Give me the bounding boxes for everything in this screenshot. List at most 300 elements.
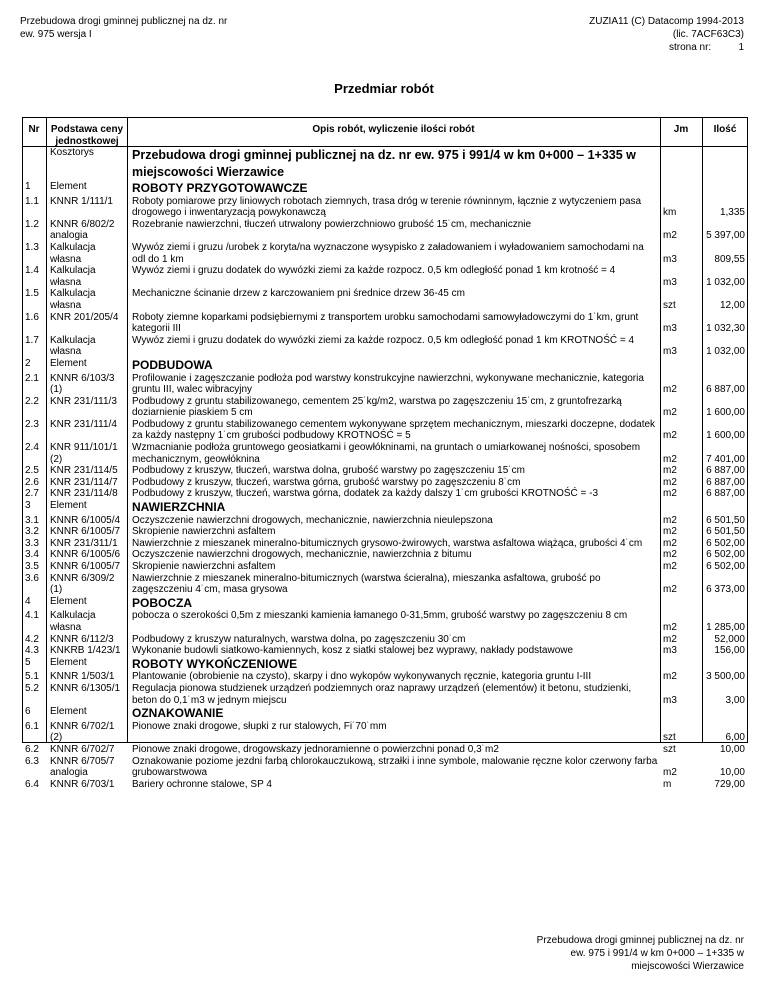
row-description-text: Pionowe znaki drogowe, drogowskazy jednoramienne o powierzchni ponad 0,3˙m2: [132, 743, 499, 755]
row-description-text: Plantowanie (obrobienie na czysto), skarpy i dno wykopów wykonywanych ręcznie, kategoria gruntu I-III: [132, 671, 592, 683]
row-quantity-text: 1,335: [719, 207, 745, 219]
col-header-nr: Nr: [28, 124, 40, 135]
table-row: [22, 526, 748, 538]
row-basis-text: KNR 231/111/3: [50, 395, 117, 407]
row-description: [127, 477, 660, 489]
row-unit-text: m2: [663, 584, 677, 596]
row-description-text: POBOCZA: [132, 595, 192, 610]
row-basis-text: Kalkulacja własna: [50, 610, 96, 633]
row-basis: [46, 683, 127, 706]
col-header-jm: Jm: [673, 124, 689, 135]
table-row: [22, 721, 748, 744]
row-quantity-text: 3,00: [725, 694, 745, 706]
section-row: [22, 500, 748, 515]
row-quantity: [702, 219, 748, 242]
row-number-text: 4.2: [25, 633, 39, 645]
row-quantity: [702, 779, 748, 791]
row-basis-text: KNNR 6/112/3: [50, 633, 114, 645]
row-description-text: Pionowe znaki drogowe, słupki z rur stalowych, Fi˙70˙mm: [132, 720, 387, 732]
row-unit-text: m2: [663, 561, 677, 572]
row-number-text: 2: [25, 357, 31, 369]
row-description-text: OZNAKOWANIE: [132, 706, 224, 721]
row-quantity-text: 6 887,00: [706, 488, 745, 500]
row-description-text: Podbudowy z kruszyw, tłuczeń, warstwa górna, dodatek za każdy dalszy 1˙cm grubości KROTNOŚĆ = -3: [132, 488, 599, 500]
row-number-text: 3.5: [25, 561, 39, 572]
row-basis-text: KNNR 6/1005/6: [50, 549, 121, 561]
table-row: [22, 756, 748, 779]
row-description-text: Podbudowy z gruntu stabilizowanego cementem wykonywane sprzętem mechanicznym, mieszarki doczepne, dodatek za każdy następny 1˙cm grubości podbudowy KROTNOŚĆ = 5: [132, 418, 656, 442]
row-basis-text: KNR 201/205/4: [50, 311, 119, 323]
row-unit: [660, 477, 702, 489]
col-header-podstawa: Podstawa ceny jednostkowej: [50, 124, 124, 147]
row-quantity-text: 10,00: [719, 767, 745, 779]
row-basis: [46, 488, 127, 500]
row-quantity-text: 1 032,00: [706, 276, 745, 288]
row-description: [127, 373, 660, 396]
row-number: [22, 500, 46, 515]
row-basis-text: KNNR 6/702/1 (2): [50, 720, 115, 744]
row-quantity-text: 6 501,50: [706, 514, 745, 526]
row-description-text: Profilowanie i zagęszczanie podłoża pod warstwy konstrukcyjne nawierzchni, wykonywane mechanicznie, kategoria gruntu III, walec wibracyjny: [132, 372, 644, 396]
row-basis: [46, 477, 127, 489]
row-number-text: 1.5: [25, 288, 39, 300]
row-number: [22, 515, 46, 527]
row-number-text: 1: [25, 181, 31, 192]
row-description: [127, 147, 660, 181]
row-description-text: pobocza o szerokości 0,5m z mieszanki kamienia łamanego 0-31,5mm, grubość warstwy po zagęszczeniu 8 cm: [132, 610, 628, 622]
table-row: [22, 242, 748, 265]
footer-line3: miejscowości Wierzawice: [631, 961, 744, 972]
row-basis-text: Element: [50, 706, 87, 718]
row-number-text: 1.4: [25, 265, 39, 277]
row-number-text: 2.5: [25, 465, 39, 477]
row-unit-text: km: [663, 207, 677, 219]
row-quantity-text: 6 502,00: [706, 537, 745, 549]
row-unit-text: m2: [663, 633, 677, 645]
row-basis: [46, 265, 127, 288]
row-quantity-text: 6 887,00: [706, 384, 745, 396]
row-quantity-text: 729,00: [714, 778, 745, 790]
row-description: [127, 196, 660, 219]
row-unit: [660, 756, 702, 779]
row-quantity: [702, 561, 748, 573]
row-description-text: Rozebranie nawierzchni, tłuczeń utrwalony powierzchniowo grubość 15˙cm, mechanicznie: [132, 218, 532, 230]
row-unit: [660, 465, 702, 477]
row-description-text: Roboty ziemne koparkami podsiębiernymi z transportem urobku samochodami samowyładowczymi do 1˙km, grunt kategorii III: [132, 311, 639, 335]
row-quantity: [702, 373, 748, 396]
section-row: [22, 657, 748, 672]
row-quantity-text: 6 501,50: [706, 526, 745, 538]
table-row: [22, 196, 748, 219]
row-unit-text: m2: [663, 430, 677, 442]
row-description: [127, 242, 660, 265]
col-header-opis: Opis robót, wyliczenie ilości robót: [312, 124, 475, 135]
row-basis-text: KNNR 6/703/1: [50, 778, 115, 790]
row-number: [22, 645, 46, 657]
row-description-text: Wywóz ziemi i gruzu dodatek do wywózki ziemi za każde rozpocz. 0,5 km odległość ponad 1 km KROTNOŚĆ = 4: [132, 334, 635, 346]
section-row: [22, 358, 748, 373]
row-unit-text: m3: [663, 346, 677, 358]
table-row: [22, 779, 748, 791]
row-number-text: 6.3: [25, 755, 39, 767]
table-top-border: [22, 117, 748, 118]
section-row: [22, 706, 748, 721]
row-description-text: Wykonanie budowli siatkowo-kamiennych, kosz z siatki stalowej bez wyprawy, nakłady podstawowe: [132, 645, 574, 657]
row-description-text: Wywóz ziemi i gruzu dodatek do wywózki ziemi za każde rozpocz. 0,5 km odległość ponad 1 km krotność = 4: [132, 265, 616, 277]
row-description: [127, 500, 660, 515]
row-basis: [46, 196, 127, 219]
row-number: [22, 596, 46, 611]
row-unit-text: m2: [663, 537, 677, 549]
row-basis-text: KNR 231/114/7: [50, 476, 118, 488]
row-description: [127, 526, 660, 538]
row-basis: [46, 242, 127, 265]
row-number-text: 1.6: [25, 311, 39, 323]
row-number: [22, 488, 46, 500]
row-basis-text: KNR 911/101/1 (2): [50, 442, 118, 465]
row-basis: [46, 657, 127, 672]
row-number-text: 1.7: [25, 334, 39, 346]
row-quantity: [702, 396, 748, 419]
row-quantity-text: 1 032,00: [706, 346, 745, 358]
row-number-text: 1.2: [25, 218, 39, 230]
row-unit-text: m3: [663, 323, 677, 335]
table-row: [22, 671, 748, 683]
row-description: [127, 265, 660, 288]
row-unit: [660, 645, 702, 657]
row-description: [127, 335, 660, 358]
row-quantity-text: 156,00: [714, 645, 745, 657]
row-quantity: [702, 573, 748, 596]
table-row: [22, 634, 748, 646]
row-unit: [660, 526, 702, 538]
row-quantity-text: 10,00: [719, 743, 745, 755]
row-quantity: [702, 500, 748, 515]
row-number-text: 2.4: [25, 442, 39, 454]
row-number-text: 3: [25, 500, 31, 512]
row-unit: [660, 721, 702, 744]
row-description: [127, 561, 660, 573]
row-description-text: ROBOTY WYKOŃCZENIOWE: [132, 656, 298, 671]
row-number-text: 2.3: [25, 418, 39, 430]
row-number: [22, 610, 46, 633]
row-unit: [660, 335, 702, 358]
row-basis-text: KNNR 6/309/2 (1): [50, 572, 115, 596]
row-basis-text: KNNR 6/1005/7: [50, 526, 121, 538]
row-basis-text: KNNR 1/111/1: [50, 195, 113, 207]
table-row: [22, 573, 748, 596]
row-description: [127, 756, 660, 779]
document-header-right: [589, 15, 744, 54]
row-number: [22, 721, 46, 744]
row-quantity-text: 6 887,00: [706, 476, 745, 488]
table-body: [22, 147, 748, 790]
row-number-text: 3.4: [25, 549, 39, 561]
row-description: [127, 419, 660, 442]
row-basis: [46, 500, 127, 515]
row-unit-text: m2: [663, 549, 677, 561]
row-quantity-text: 12,00: [719, 299, 745, 311]
row-number-text: 3.1: [25, 514, 39, 526]
row-quantity: [702, 645, 748, 657]
row-quantity-text: 6 887,00: [706, 465, 745, 477]
row-basis-text: Element: [50, 595, 87, 607]
row-basis: [46, 358, 127, 373]
row-quantity: [702, 477, 748, 489]
row-unit: [660, 596, 702, 611]
row-quantity: [702, 657, 748, 672]
row-number-text: 4.1: [25, 610, 39, 622]
row-description-text: Nawierzchnie z mieszanek mineralno-bitumicznych grysowo-żwirowych, warstwa asfaltowa wiążąca, grubości 4˙cm: [132, 537, 643, 549]
row-number: [22, 538, 46, 550]
table-row: [22, 610, 748, 633]
row-description-text: Regulacja pionowa studzienek urządzeń podziemnych oraz naprawy urządzeń (elementów) it betonu, studzienki, beton do 0,1˙m3 w jednym miejscu: [132, 682, 632, 706]
row-description: [127, 488, 660, 500]
row-quantity: [702, 744, 748, 756]
row-number: [22, 683, 46, 706]
row-quantity: [702, 671, 748, 683]
row-unit-text: m2: [663, 514, 677, 526]
row-number: [22, 706, 46, 721]
row-quantity: [702, 442, 748, 465]
row-description-text: Mechaniczne ścinanie drzew z karczowaniem pni średnice drzew 36-45 cm: [132, 288, 465, 300]
document-footer: [537, 934, 744, 973]
row-unit-text: m2: [663, 671, 677, 683]
row-basis: [46, 312, 127, 335]
row-number: [22, 549, 46, 561]
row-basis-text: Kosztorys: [50, 147, 94, 158]
row-unit-text: m3: [663, 645, 677, 657]
row-unit-text: m3: [663, 694, 677, 706]
row-description: [127, 779, 660, 791]
row-quantity: [702, 538, 748, 550]
row-unit: [660, 181, 702, 196]
row-description: [127, 312, 660, 335]
row-basis: [46, 147, 127, 181]
row-basis-text: KNR 231/311/1: [50, 537, 118, 549]
row-description-text: Podbudowy z gruntu stabilizowanego, cementem 25˙kg/m2, warstwa po zagęszczeniu 15˙cm, z gruntofrezarką doziarnienie piaskiem 5 cm: [132, 395, 622, 419]
row-number: [22, 671, 46, 683]
row-basis: [46, 721, 127, 744]
row-description-text: Przebudowa drogi gminnej publicznej na dz. nr ew. 975 i 991/4 w km 0+000 – 1+335 w miejscowości Wierzawice: [132, 148, 636, 179]
row-unit: [660, 549, 702, 561]
row-description: [127, 573, 660, 596]
row-basis: [46, 219, 127, 242]
row-unit: [660, 515, 702, 527]
row-description: [127, 465, 660, 477]
row-unit: [660, 671, 702, 683]
row-quantity-text: 1 285,00: [706, 621, 745, 633]
table-row: [22, 515, 748, 527]
row-quantity: [702, 288, 748, 311]
row-quantity: [702, 465, 748, 477]
row-basis-text: Kalkulacja własna: [50, 265, 96, 288]
table-row: [22, 477, 748, 489]
row-unit: [660, 610, 702, 633]
row-quantity: [702, 312, 748, 335]
row-unit-text: m2: [663, 465, 677, 477]
row-basis: [46, 645, 127, 657]
row-number: [22, 419, 46, 442]
table-row: [22, 335, 748, 358]
row-number-text: 6.1: [25, 720, 39, 732]
table-row: [22, 219, 748, 242]
row-basis: [46, 671, 127, 683]
row-description: [127, 683, 660, 706]
section-row: [22, 596, 748, 611]
row-number: [22, 744, 46, 756]
row-number: [22, 335, 46, 358]
row-description: [127, 396, 660, 419]
row-basis-text: KNR 231/111/4: [50, 418, 117, 430]
table-row: [22, 442, 748, 465]
row-number: [22, 465, 46, 477]
row-basis: [46, 373, 127, 396]
row-quantity: [702, 515, 748, 527]
table-row: [22, 265, 748, 288]
row-basis-text: KNNR 6/1005/4: [50, 514, 121, 526]
row-description: [127, 442, 660, 465]
row-quantity-text: 6 502,00: [706, 561, 745, 572]
row-description-text: Podbudowy z kruszyw, tłuczeń, warstwa górna, grubość warstwy po zagęszczeniu 8˙cm: [132, 476, 521, 488]
row-basis: [46, 419, 127, 442]
row-basis-text: Kalkulacja własna: [50, 241, 96, 265]
row-unit-text: m2: [663, 767, 677, 779]
row-description: [127, 706, 660, 721]
row-number-text: 3.3: [25, 537, 39, 549]
row-description-text: Bariery ochronne stalowe, SP 4: [132, 778, 272, 790]
row-unit-text: m2: [663, 526, 677, 538]
row-unit-text: m: [663, 778, 672, 790]
row-number: [22, 242, 46, 265]
row-number: [22, 373, 46, 396]
row-quantity-text: 5 397,00: [706, 230, 745, 242]
row-number: [22, 312, 46, 335]
row-unit: [660, 242, 702, 265]
table-row: [22, 549, 748, 561]
row-quantity: [702, 756, 748, 779]
footer-line1: Przebudowa drogi gminnej publicznej na dz. nr: [536, 935, 744, 946]
row-basis: [46, 396, 127, 419]
row-description: [127, 634, 660, 646]
row-description: [127, 721, 660, 744]
row-quantity: [702, 488, 748, 500]
row-number-text: 4: [25, 595, 31, 607]
row-basis-text: KNR 231/114/8: [50, 488, 118, 500]
row-quantity: [702, 419, 748, 442]
row-number-text: 5: [25, 656, 31, 668]
row-description-text: Skropienie nawierzchni asfaltem: [132, 526, 276, 538]
row-basis-text: KNKRB 1/423/1: [50, 645, 121, 657]
row-description-text: Oznakowanie poziome jezdni farbą chlorokauczukową, strzałki i inne symbole, malowanie ręczne kolor czerwony farba grubowarstwowa: [132, 755, 658, 779]
table-row: [22, 561, 748, 573]
row-number-text: 6: [25, 706, 31, 718]
row-basis: [46, 515, 127, 527]
row-unit: [660, 683, 702, 706]
row-unit-text: szt: [663, 743, 676, 755]
row-basis: [46, 538, 127, 550]
row-basis-text: Kalkulacja własna: [50, 334, 96, 358]
row-quantity: [702, 721, 748, 744]
row-basis-text: Element: [50, 500, 87, 512]
row-unit: [660, 373, 702, 396]
row-unit-text: m2: [663, 230, 677, 242]
row-quantity: [702, 634, 748, 646]
row-basis: [46, 465, 127, 477]
row-number: [22, 477, 46, 489]
row-quantity-text: 1 032,30: [706, 323, 745, 335]
row-number: [22, 288, 46, 311]
row-number-text: 3.6: [25, 572, 39, 584]
row-unit-text: m2: [663, 384, 677, 396]
row-unit-text: szt: [663, 299, 676, 311]
row-number: [22, 561, 46, 573]
row-quantity-text: 6,00: [725, 732, 745, 744]
row-quantity-text: 6 373,00: [706, 584, 745, 596]
row-basis-text: KNNR 1/503/1: [50, 671, 115, 683]
row-description-text: NAWIERZCHNIA: [132, 500, 226, 515]
row-basis-text: KNNR 6/1305/1: [50, 682, 121, 694]
row-quantity: [702, 242, 748, 265]
row-description-text: PODBUDOWA: [132, 357, 213, 372]
row-basis: [46, 549, 127, 561]
row-number-text: 5.1: [25, 671, 39, 683]
row-quantity-text: 1 600,00: [706, 407, 745, 419]
row-description: [127, 596, 660, 611]
row-basis-text: KNNR 6/802/2 analogia: [50, 218, 115, 242]
row-description-text: Oczyszczenie nawierzchni drogowych, mechanicznie, nawierzchnia z bitumu: [132, 549, 472, 561]
row-description-text: Podbudowy z kruszyw, tłuczeń, warstwa dolna, grubość warstwy po zagęszczeniu 15˙cm: [132, 465, 525, 477]
header-license: (lic. 7ACF63C3): [672, 29, 744, 40]
row-number: [22, 779, 46, 791]
page-number: 1: [738, 42, 744, 53]
row-unit: [660, 488, 702, 500]
row-number-text: 2.7: [25, 488, 39, 500]
row-basis: [46, 756, 127, 779]
row-number: [22, 573, 46, 596]
row-description-text: Oczyszczenie nawierzchni drogowych, mechanicznie, nawierzchnia nieulepszona: [132, 514, 493, 526]
row-unit: [660, 573, 702, 596]
row-number: [22, 219, 46, 242]
table-row: [22, 465, 748, 477]
row-unit-text: m3: [663, 253, 677, 265]
row-description-text: Wzmacnianie podłoża gruntowego geosiatkami i geowłókninami, na gruntach o umiarkowanej nośności, sposobem mechanicznym, geowłóknina: [132, 442, 641, 465]
row-description-text: Nawierzchnie z mieszanek mineralno-bitumicznych (warstwa ścieralna), mieszanka asfaltowa, grubość po zagęszczeniu 4˙cm, masa grysowa: [132, 572, 601, 596]
table-row: [22, 488, 748, 500]
row-unit: [660, 312, 702, 335]
row-number-text: 3.2: [25, 526, 39, 538]
row-quantity: [702, 335, 748, 358]
page-title: Przedmiar robót: [334, 81, 434, 96]
row-description-text: ROBOTY PRZYGOTOWAWCZE: [132, 181, 308, 195]
row-description: [127, 657, 660, 672]
header-project-line1: Przebudowa drogi gminnej publicznej na dz. nr: [20, 16, 228, 27]
row-unit: [660, 779, 702, 791]
row-unit: [660, 288, 702, 311]
row-description: [127, 538, 660, 550]
row-unit: [660, 358, 702, 373]
row-quantity-text: 6 502,00: [706, 549, 745, 561]
row-number-text: 4.3: [25, 645, 39, 657]
row-quantity: [702, 526, 748, 538]
row-quantity-text: 3 500,00: [706, 671, 745, 683]
row-unit: [660, 396, 702, 419]
row-description-text: Roboty pomiarowe przy liniowych robotach ziemnych, trasa dróg w terenie równinnym, łącznie z wytyczeniem pasa drogowego i inwentaryzacją powykonawczą: [132, 195, 642, 219]
table-row: [22, 373, 748, 396]
row-basis: [46, 288, 127, 311]
row-basis: [46, 526, 127, 538]
table-row: [22, 396, 748, 419]
